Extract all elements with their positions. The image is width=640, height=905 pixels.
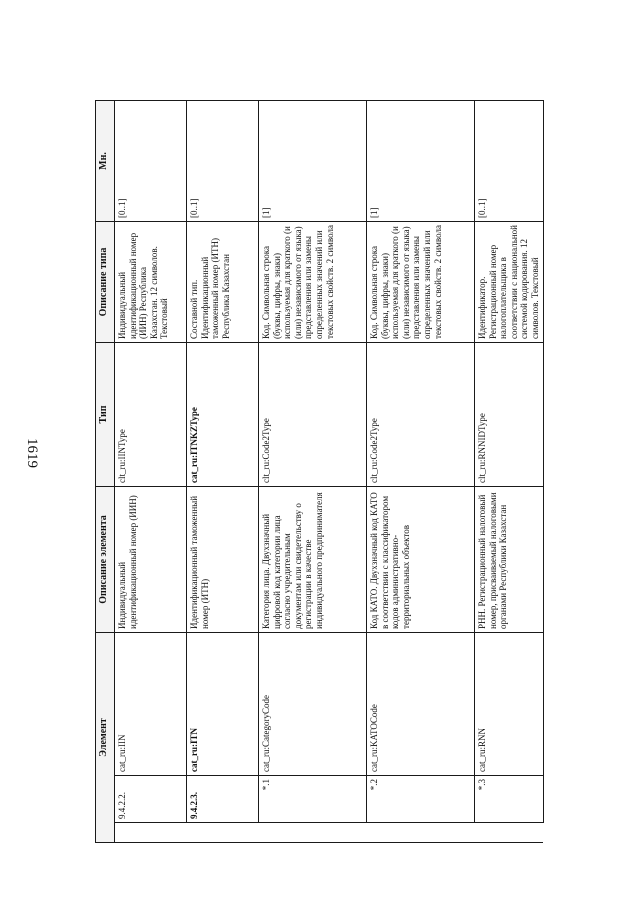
type-description: Код. Символьная строка (буквы, цифры, знаки) используемая для краткого (и (или) независимого от языка) представления или замены определенных значений или текстовых свойств. 2 символа xyxy=(259,221,367,342)
header-element: Элемент xyxy=(96,632,115,842)
multiplicity: [1] xyxy=(367,100,475,221)
header-type-description: Описание типа xyxy=(96,221,115,342)
element-type: clt_ru:IINType xyxy=(115,342,187,486)
header-multiplicity: Мн. xyxy=(96,100,115,221)
page-number: 1619 xyxy=(24,438,40,468)
element-type: clt_ru:Code2Type xyxy=(259,342,367,486)
indent-cell xyxy=(259,823,367,843)
indent-cell xyxy=(187,823,259,843)
element-type: cat_ru:ITNKZType xyxy=(187,342,259,486)
row-number: 9.4.2.3. xyxy=(187,776,259,823)
indent-cell xyxy=(475,823,544,843)
table-row xyxy=(475,72,544,842)
type-description: Код. Символьная строка (буквы, цифры, знаки) используемая для краткого (и (или) независимого от языка) представления или замены определенных значений или текстовых свойств. 2 символа xyxy=(367,221,475,342)
table-header-row xyxy=(96,72,115,842)
element-name: cat_ru:KATOCode xyxy=(367,632,475,775)
rotated-table-region xyxy=(95,73,541,843)
table-row xyxy=(187,72,259,842)
element-name: cat_ru:CategoryCode xyxy=(259,632,367,775)
multiplicity: [0..1] xyxy=(187,100,259,221)
elements-table xyxy=(95,72,544,843)
element-description: Код КАТО. Двухзначный код КАТО в соответствии с классификатором кодов административно-территориальных объектов xyxy=(367,486,475,632)
element-name: cat_ru:RNN xyxy=(475,632,544,775)
header-description: Описание элемента xyxy=(96,486,115,632)
element-type: clt_ru:RNNIDType xyxy=(475,342,544,486)
table-row xyxy=(367,72,475,842)
row-number: 9.4.2.2. xyxy=(115,776,187,823)
row-number: *.1 xyxy=(259,776,367,823)
multiplicity: [0..1] xyxy=(475,100,544,221)
multiplicity: [1] xyxy=(259,100,367,221)
type-description: Индивидуальный идентификационный номер (ИИН) Республика Казахстан. 12 символов. Текстовый xyxy=(115,221,187,342)
element-description: Категория лица. Двухзначный цифровой код категории лица согласно учредительным документам или свидетельству о регистрации в качестве индивидуального предпринимателя xyxy=(259,486,367,632)
element-description: РНН. Регистрационный налоговый номер, присваиваемый налоговыми органами Республики Казахстан xyxy=(475,486,544,632)
header-type: Тип xyxy=(96,342,115,486)
type-description: Идентификатор. Регистрационный номер налогоплательщика в соответствии с национальной системой кодирования. 12 символов. Текстовый xyxy=(475,221,544,342)
type-description: Составной тип. Идентификационный таможенный номер (ИТН) Республика Казахстан xyxy=(187,221,259,342)
element-description: Индивидуальный идентификационный номер (ИИН) xyxy=(115,486,187,632)
table-row xyxy=(115,72,187,842)
element-name: cat_ru:ITN xyxy=(187,632,259,775)
element-type: clt_ru:Code2Type xyxy=(367,342,475,486)
table-row xyxy=(259,72,367,842)
row-number: *.2 xyxy=(367,776,475,823)
multiplicity: [0..1] xyxy=(115,100,187,221)
row-number: *.3 xyxy=(475,776,544,823)
indent-cell xyxy=(115,823,187,843)
indent-cell xyxy=(367,823,475,843)
element-name: cat_ru:IIN xyxy=(115,632,187,775)
element-description: Идентификационный таможенный номер (ИТН) xyxy=(187,486,259,632)
